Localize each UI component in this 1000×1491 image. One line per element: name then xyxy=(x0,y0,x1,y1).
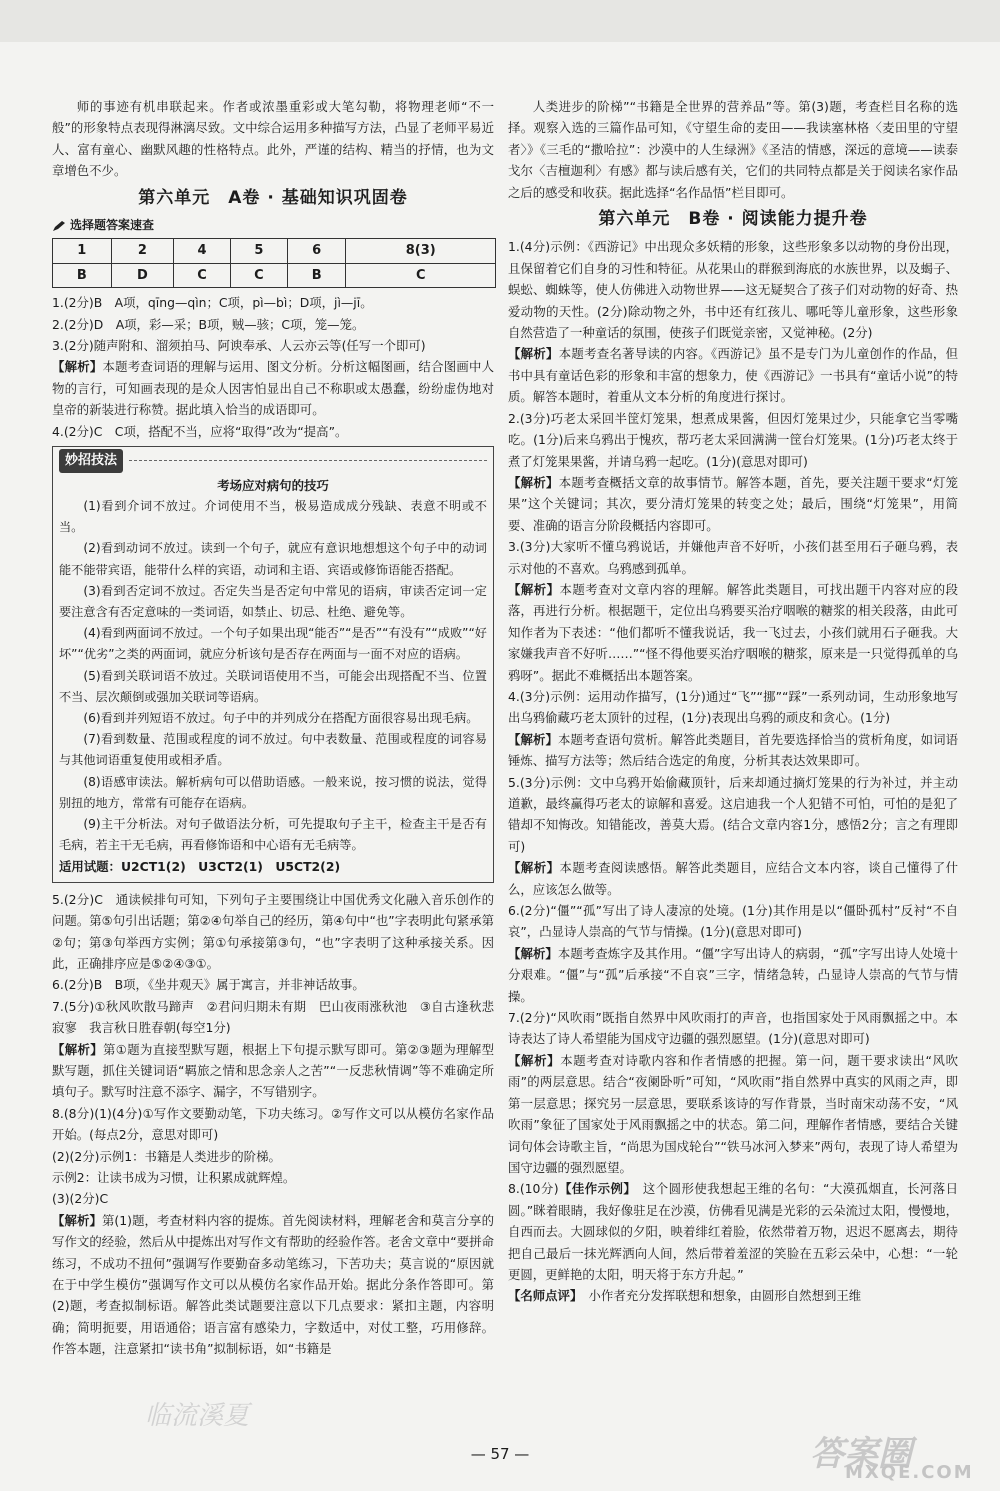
quick-check-text: 选择题答案速查 xyxy=(70,218,155,233)
analysis-tag: 【解析】 xyxy=(52,1212,102,1228)
analysis-tag: 【解析】 xyxy=(508,474,559,490)
answer-table-header-cell: 2 xyxy=(111,239,174,263)
tips-header xyxy=(59,449,487,472)
left-q8-3: (3)(2分)C xyxy=(52,1191,109,1207)
analysis-text: 本题考查语句赏析。解答此类题目，首先要选择恰当的赏析角度，如词语锤炼、描写方法等；然后结合选定的角度，分析其表达效果即可。 xyxy=(508,731,959,769)
analysis-tag: 【解析】 xyxy=(52,1041,103,1057)
answer-table-header-cell: 8(3) xyxy=(346,239,496,263)
tip-item: (8)语感审读法。解析病句可以借助语感。一般来说，按习惯的说法，觉得别扭的地方，常常有可能存在语病。 xyxy=(59,774,487,810)
answer-table-header-cell: 4 xyxy=(174,239,231,263)
comment-text: 小作者充分发挥联想和想象，由圆形自然想到王维 xyxy=(588,1288,862,1304)
answer-table xyxy=(52,238,496,288)
right-q4: 4.(3分)示例：运用动作描写，(1分)通过“飞”“挪”“踩”一系列动词，生动形象地写出乌鸦偷藏巧老太顶针的过程，(1分)表现出乌鸦的顽皮和贪心。(1分) xyxy=(508,688,958,726)
tips-title: 考场应对病句的技巧 xyxy=(217,477,329,493)
right-q7: 7.(2分)“风吹雨”既指自然界中风吹雨打的声音，也指国家处于风雨飘摇之中。本诗表达了诗人希望能为国戍守边疆的强烈愿望。(1分)(意思对即可) xyxy=(508,1010,958,1047)
left-q6: 6.(2分)B B项，《坐井观天》属于寓言，并非神话故事。 xyxy=(52,977,365,993)
tip-item: (2)看到动词不放过。读到一个句子，就应有意识地想想这个句子中的动词能不能带宾语，能带什么样的宾语，动词和主语、宾语或修饰语能否搭配。 xyxy=(59,541,487,577)
right-q3-analysis xyxy=(508,579,958,686)
watermark-left: 临流溪夏 xyxy=(145,1401,250,1431)
pencil-icon xyxy=(52,220,66,232)
left-q3-analysis xyxy=(52,356,494,420)
left-q8-2: (2)(2分)示例1：书籍是人类进步的阶梯。 xyxy=(52,1148,281,1164)
answer-table-value-cell: C xyxy=(174,263,231,287)
right-q8 xyxy=(508,1178,958,1285)
analysis-text: 本题考查对文章内容的理解。解答此类题目，可找出题干内容对应的段落，再进行分析。根据题干，定位出乌鸦要买治疗咽喉的糖浆的相关段落，由此可知作者为下表述：“他们都听不懂我说话，我一飞过去，小孩们就用石子砸我。大家嫌我声音不好听……”“怪不得他要买治疗咽喉的糖浆，原来是一只觉得孤单的乌鸦呀”。据此不难概括出本题答案。 xyxy=(508,581,959,683)
analysis-tag: 【解析】 xyxy=(508,731,559,747)
tips-body xyxy=(59,496,487,856)
right-q1: 1.(4分)示例：《西游记》中出现众多妖精的形象，这些形象多以动物的身份出现，且保留着它们自身的习性和特征。从花果山的群猴到海底的水族世界，以及蝎子、蜈蚣、蜘蛛等，使人仿佛进入动物世界——这无疑契合了孩子们对动物的好奇、热爱动物的天性。(2分)除动物之外，书中还有红孩儿、哪吒等儿童形象，这些形象自然营造了一种童话的氛围，使孩子们既觉亲密，又觉神秘。(2分) xyxy=(508,239,958,341)
analysis-tag: 【解析】 xyxy=(508,346,559,362)
tip-item: (1)看到介词不放过。介词使用不当，极易造成成分残缺、表意不明或不当。 xyxy=(59,498,487,535)
right-q3: 3.(3分)大家听不懂乌鸦说话，并嫌他声音不好听，小孩们甚至用石子砸乌鸦，表示对他的不喜欢。乌鸦感到孤单。 xyxy=(508,539,958,576)
left-q7: 7.(5分)①秋风吹散马蹄声 ②君问归期未有期 巴山夜雨涨秋池 ③自古逢秋悲寂寥 我言秋日胜春朝(每空1分) xyxy=(52,998,494,1036)
watermark-logo: 答案圈 xyxy=(810,1434,912,1474)
answer-table-value-cell: B xyxy=(287,263,346,287)
left-q7-analysis xyxy=(52,1039,494,1103)
right-column xyxy=(508,96,958,1307)
analysis-text: 本题考查阅读感悟。解答此类题目，应结合文本内容，谈自己懂得了什么，应该怎么做等。 xyxy=(508,860,959,897)
right-continuation: 人类进步的阶梯”“书籍是全世界的营养品”等。第(3)题，考查栏目名称的选择。观察入选的三篇作品可知，《守望生命的麦田——我读塞林格〈麦田里的守望者〉》《三毛的“撒哈拉”：沙漠中的人生绿洲》《圣洁的情感，深远的意境——读泰戈尔〈吉檀迦利〉有感》都与读后感有关，它们的共同特点都是关于阅读名家作品之后的感受和收获。据此选择“名作品悟”栏目即可。 xyxy=(508,99,958,200)
right-q8-comment xyxy=(508,1285,958,1306)
analysis-tag: 【解析】 xyxy=(52,359,103,375)
right-q2: 2.(3分)巧老太采回半筐灯笼果，想煮成果酱，但因灯笼果过少，只能拿它当零嘴吃。(1分)后来乌鸦出于愧疚，帮巧老太采回满满一筐台灯笼果。(1分)巧老太终于煮了灯笼果果酱，并请乌鸦一起吃。(1分)(意思对即可) xyxy=(508,410,958,469)
page-number: — 57 — xyxy=(470,1445,530,1463)
tip-item: (6)看到并列短语不放过。句子中的并列成分在搭配方面很容易出现毛病。 xyxy=(83,710,479,725)
watermark-url: MXQE.COM xyxy=(845,1462,974,1483)
example-text: 这个圆形使我想起王维的名句：“大漠孤烟直，长河落日圆。”眯着眼睛，我好像驻足在沙漠，仿佛看见满是光彩的云朵流过太阳，慢慢地，自西而去。大圆球似的夕阳，映着绯红着脸，依然带着万物，迟迟不愿离去，期待把自己最后一抹光辉洒向人间，然后带着羞涩的笑脸在五彩云朵中，心想：“一轮更圆，更鲜艳的太阳，明天将于东方升起。” xyxy=(508,1181,959,1282)
answer-table-header-cell: 1 xyxy=(53,239,112,263)
analysis-tag: 【解析】 xyxy=(508,581,560,597)
tips-applicable: 适用试题：U2CT1(2) U3CT2(1) U5CT2(2) xyxy=(59,859,341,875)
analysis-text: 第①题为直接型默写题，根据上下句提示默写即可。第②③题为理解型默写题，抓住关键词语“羁旅之情和思念亲人之苦”“一反悲秋情调”等不难确定所填句子。默写时注意不添字、漏字，不写错别字。 xyxy=(52,1041,495,1100)
answer-table-value-cell: C xyxy=(231,263,288,287)
example-tag: 【佳作示例】 xyxy=(558,1181,631,1197)
analysis-text: 本题考查名著导读的内容。《西游记》虽不是专门为儿童创作的作品，但书中具有童话色彩的形象和丰富的想象力，使《西游记》一书具有“童话小说”的特质。解答本题时，着重从文本分析的角度进行探讨。 xyxy=(508,346,959,405)
right-q5: 5.(3分)示例：文中乌鸦开始偷藏顶针，后来却通过摘灯笼果的行为补过，并主动道歉，最终赢得巧老太的谅解和喜爱。这启迪我一个人犯错不可怕，可怕的是犯了错却不知悔改。知错能改，善莫大焉。(结合文章内容1分，感悟2分；言之有理即可) xyxy=(508,774,958,854)
right-q6: 6.(2分)“僵”“孤”写出了诗人凄凉的处境。(1分)其作用是以“僵卧孤村”反衬“不自哀”，凸显诗人崇高的气节与情操。(1分)(意思对即可) xyxy=(508,903,958,940)
answer-table-value-cell: B xyxy=(53,263,112,287)
answer-table-value-cell: C xyxy=(346,263,496,287)
analysis-text: 本题考查对诗歌内容和作者情感的把握。第一问，题干要求读出“风吹雨”的两层意思。结合“夜阑卧听”可知，“风吹雨”指自然界中真实的风雨之声，即第一层意思；探究另一层意思，要联系该诗的写作背景，当时南宋动荡不安，“风吹雨”象征了国家处于风雨飘摇之中的状态。第二问，理解作者情感，要结合关键词句体会诗歌主旨，“尚思为国戍轮台”“铁马冰河入梦来”两句，表现了诗人希望为国守边疆的强烈愿望。 xyxy=(508,1052,958,1175)
left-column xyxy=(52,96,494,1360)
left-q1: 1.(2分)B A项，qīng—qìn；C项，pì—bì；D项，jì—jī。 xyxy=(52,295,373,311)
tips-badge: 妙招技法 xyxy=(59,449,123,472)
analysis-tag: 【解析】 xyxy=(508,1052,561,1068)
left-q8: 8.(8分)(1)(4分)①写作文要勤动笔，下功夫练习。②写作文可以从模仿名家作品开始。(每点2分，意思对即可) xyxy=(52,1105,494,1143)
right-q2-analysis xyxy=(508,472,958,536)
left-q4: 4.(2分)C C项，搭配不当，应将“取得”改为“提高”。 xyxy=(52,423,348,439)
tip-item: (9)主干分析法。对句子做语法分析，可先提取句子主干，检查主干是否有毛病，若主干无毛病，再看修饰语和中心语有无毛病等。 xyxy=(59,816,487,853)
unit-title-b: 第六单元 B卷 · 阅读能力提升卷 xyxy=(598,209,868,230)
answer-table-header-cell: 6 xyxy=(287,239,346,263)
left-q8-analysis xyxy=(52,1210,494,1360)
analysis-text: 本题考查词语的理解与运用、图文分析。分析这幅图画，结合图画中人物的言行，可知画表现的是众人因害怕显出自己不称职或太愚蠢，纷纷虚伪地对皇帝的新装进行称赞。据此填入恰当的成语即可。 xyxy=(52,359,495,418)
tips-box xyxy=(52,446,494,883)
analysis-text: 第(1)题，考查材料内容的提炼。首先阅读材料，理解老舍和莫言分享的写作文的经验，然后从中提炼出对写作文有帮助的经验作答。老舍文章中“要拼命练习，不成功不扭何”强调写作要勤奋多动笔练习，下苦功夫；莫言说的“原因就在于中学生模仿”强调写作文可以从模仿名家作品开始。据此分条作答即可。第(2)题，考查拟制标语。解答此类试题要注意以下几点要求：紧扣主题，内容明确；简明扼要，用语通俗；语言富有感染力，字数适中，对仗工整，巧用修辞。作答本题，注意紧扣“读书角”拟制标语，如“书籍是 xyxy=(52,1212,494,1357)
right-q5-analysis xyxy=(508,857,958,900)
q8-score: 8.(10分) xyxy=(508,1181,559,1197)
answer-table-values xyxy=(53,263,496,287)
answer-table-value-cell: D xyxy=(111,263,174,287)
answer-table-header-cell: 5 xyxy=(231,239,288,263)
right-q6-analysis xyxy=(508,943,958,1007)
left-q2: 2.(2分)D A项，彩—采；B项，贼—骇；C项，笼—笼。 xyxy=(52,316,365,332)
left-q8-2b: 示例2：让读书成为习惯，让积累成就辉煌。 xyxy=(52,1170,296,1186)
comment-tag: 【名师点评】 xyxy=(508,1288,577,1304)
right-q1-analysis xyxy=(508,343,958,407)
tip-item: (5)看到关联词语不放过。关联词语使用不当，可能会出现搭配不当、位置不当、层次颠倒或强加关联词等语病。 xyxy=(59,668,487,704)
answer-table-header xyxy=(53,239,496,263)
left-intro: 师的事迹有机串联起来。作者或浓墨重彩或大笔勾勒，将物理老师“不一般”的形象特点表现得淋漓尽致。文中综合运用多种描写方法，凸显了老师平易近人、富有童心、幽默风趣的性格特点。此外，严谨的结构、精当的抒情，也为文章增色不少。 xyxy=(52,99,494,179)
unit-title-a: 第六单元 A卷 · 基础知识巩固卷 xyxy=(138,187,408,208)
scan-top-band xyxy=(0,0,1000,42)
tips-divider xyxy=(129,460,487,461)
left-q5: 5.(2分)C 通读候排句可知，下列句子主要围绕让中国优秀文化融入音乐创作的问题。第⑤句引出话题；第②④句举自己的经历，第④句中“也”字表明此句紧承第②句；第③句举西方实例；第①句承接第③句，“也”字表明了这种承接关系。因此，正确排序应是⑤②④③①。 xyxy=(52,891,494,971)
analysis-tag: 【解析】 xyxy=(508,860,560,876)
analysis-tag: 【解析】 xyxy=(508,945,558,961)
tip-item: (3)看到否定词不放过。否定失当是否定句中常见的语病，审读否定词一定要注意含有否定意味的一类词语，如禁止、切忌、杜绝、避免等。 xyxy=(59,583,487,619)
left-q3: 3.(2分)随声附和、溜须拍马、阿谀奉承、人云亦云等(任写一个即可) xyxy=(52,338,426,354)
analysis-text: 本题考查概括文章的故事情节。解答本题，首先，要关注题干要求“灯笼果”这个关键词；其次，要分清灯笼果的转变之处；最后，围绕“灯笼果”，用简要、准确的语言分阶段概括内容即可。 xyxy=(508,474,959,533)
tip-item: (7)看到数量、范围或程度的词不放过。句中表数量、范围或程度的词容易与其他词语重复使用或相矛盾。 xyxy=(59,732,487,768)
tip-item: (4)看到两面词不放过。一个句子如果出现“能否”“是否”“有没有”“成败”“好坏”“优劣”之类的两面词，就应分析该句是否存在两面与一面不对应的语病。 xyxy=(59,626,487,662)
right-q7-analysis xyxy=(508,1050,958,1178)
quick-check-label xyxy=(52,215,494,236)
analysis-text: 本题考查炼字及其作用。“僵”字写出诗人的病弱，“孤”字写出诗人处境十分艰难。“僵”与“孤”后承接“不自哀”三字，情绪急转，凸显诗人崇高的气节与情操。 xyxy=(508,945,958,1004)
right-q4-analysis xyxy=(508,729,958,772)
